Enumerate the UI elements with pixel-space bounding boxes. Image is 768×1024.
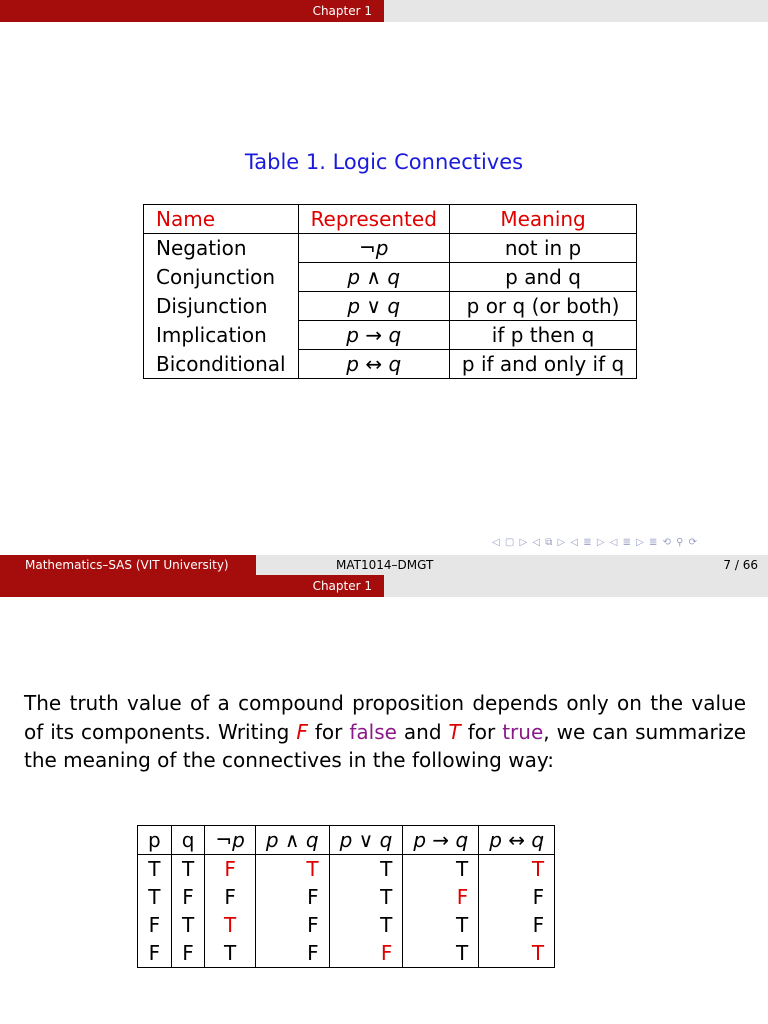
truth-value-paragraph — [24, 689, 746, 775]
table-row — [138, 939, 555, 968]
truth-col-q: q — [171, 826, 205, 855]
truth-header-row — [138, 826, 555, 855]
truth-col-p: p — [138, 826, 172, 855]
truth-col-and: p ∧ q — [255, 826, 329, 855]
truth-cell: F — [329, 939, 403, 968]
connectives-header-row — [144, 205, 637, 234]
truth-cell: T — [205, 911, 255, 939]
truth-col-not-p: ¬p — [205, 826, 255, 855]
connective-symbol: p ↔ q — [298, 350, 449, 379]
truth-cell: T — [171, 855, 205, 884]
slide2-header — [0, 575, 768, 597]
truth-cell: T — [205, 939, 255, 968]
table-row — [144, 321, 637, 350]
slide1-header — [0, 0, 768, 22]
table-row — [144, 292, 637, 321]
col-header-meaning: Meaning — [449, 205, 636, 234]
connective-symbol: p → q — [298, 321, 449, 350]
false-letter: F — [296, 719, 308, 744]
truth-cell: F — [255, 911, 329, 939]
truth-cell: T — [403, 855, 479, 884]
connective-meaning: p if and only if q — [449, 350, 636, 379]
col-header-represented: Represented — [298, 205, 449, 234]
connective-symbol: ¬p — [298, 234, 449, 263]
table-title: Table 1. Logic Connectives — [244, 150, 524, 174]
truth-cell: F — [479, 883, 555, 911]
truth-cell: T — [329, 911, 403, 939]
truth-cell: T — [479, 855, 555, 884]
truth-cell: F — [171, 883, 205, 911]
connective-meaning: p and q — [449, 263, 636, 292]
table-row — [138, 883, 555, 911]
table-row — [138, 855, 555, 884]
connective-meaning: if p then q — [449, 321, 636, 350]
connective-name: Negation — [144, 234, 299, 263]
table-row — [144, 234, 637, 263]
col-header-name: Name — [144, 205, 299, 234]
para-text: The truth value of a compound proposition depends only on the value of its components. Writing — [24, 691, 746, 744]
true-letter: T — [448, 719, 461, 744]
truth-col-implies: p → q — [403, 826, 479, 855]
truth-cell: T — [255, 855, 329, 884]
truth-cell: F — [479, 911, 555, 939]
para-text: , we can summarize the meaning of the connectives in the following way: — [24, 719, 747, 772]
truth-cell: T — [329, 855, 403, 884]
connective-name: Conjunction — [144, 263, 299, 292]
truth-cell: F — [255, 883, 329, 911]
connective-name: Implication — [144, 321, 299, 350]
table-row — [138, 911, 555, 939]
truth-cell: T — [479, 939, 555, 968]
footer-course: MAT1014–DMGT — [256, 555, 512, 575]
connective-name: Disjunction — [144, 292, 299, 321]
table-row — [144, 263, 637, 292]
connective-name: Biconditional — [144, 350, 299, 379]
para-text: and — [396, 719, 449, 744]
false-word: false — [349, 719, 397, 744]
table-row — [144, 350, 637, 379]
footer-institution: Mathematics–SAS (VIT University) — [0, 555, 256, 575]
header-chapter-label: Chapter 1 — [0, 575, 384, 597]
truth-cell: T — [171, 911, 205, 939]
connective-meaning: not in p — [449, 234, 636, 263]
truth-table — [137, 825, 555, 968]
connectives-table — [143, 204, 637, 379]
true-word: true — [502, 719, 544, 744]
truth-col-iff: p ↔ q — [479, 826, 555, 855]
beamer-nav-icons[interactable]: ◁ ▢ ▷ ◁ ⧉ ▷ ◁ ≣ ▷ ◁ ≣ ▷ ≣ ⟲ ⚲ ⟳ — [492, 537, 699, 548]
truth-cell: F — [255, 939, 329, 968]
connective-symbol: p ∨ q — [298, 292, 449, 321]
truth-cell: F — [403, 883, 479, 911]
connective-symbol: p ∧ q — [298, 263, 449, 292]
truth-cell: F — [171, 939, 205, 968]
para-text: for — [460, 719, 503, 744]
para-text: for — [307, 719, 350, 744]
truth-cell: F — [138, 911, 172, 939]
header-grey-band — [384, 575, 768, 597]
truth-cell: T — [138, 855, 172, 884]
truth-cell: T — [403, 911, 479, 939]
truth-cell: T — [138, 883, 172, 911]
truth-cell: T — [403, 939, 479, 968]
footer-page-number: 7 / 66 — [512, 555, 768, 575]
connective-meaning: p or q (or both) — [449, 292, 636, 321]
truth-col-or: p ∨ q — [329, 826, 403, 855]
slide1-footer — [0, 555, 768, 575]
truth-cell: F — [205, 883, 255, 911]
truth-cell: F — [205, 855, 255, 884]
truth-cell: F — [138, 939, 172, 968]
header-grey-band — [384, 0, 768, 22]
header-chapter-label: Chapter 1 — [0, 0, 384, 22]
truth-cell: T — [329, 883, 403, 911]
